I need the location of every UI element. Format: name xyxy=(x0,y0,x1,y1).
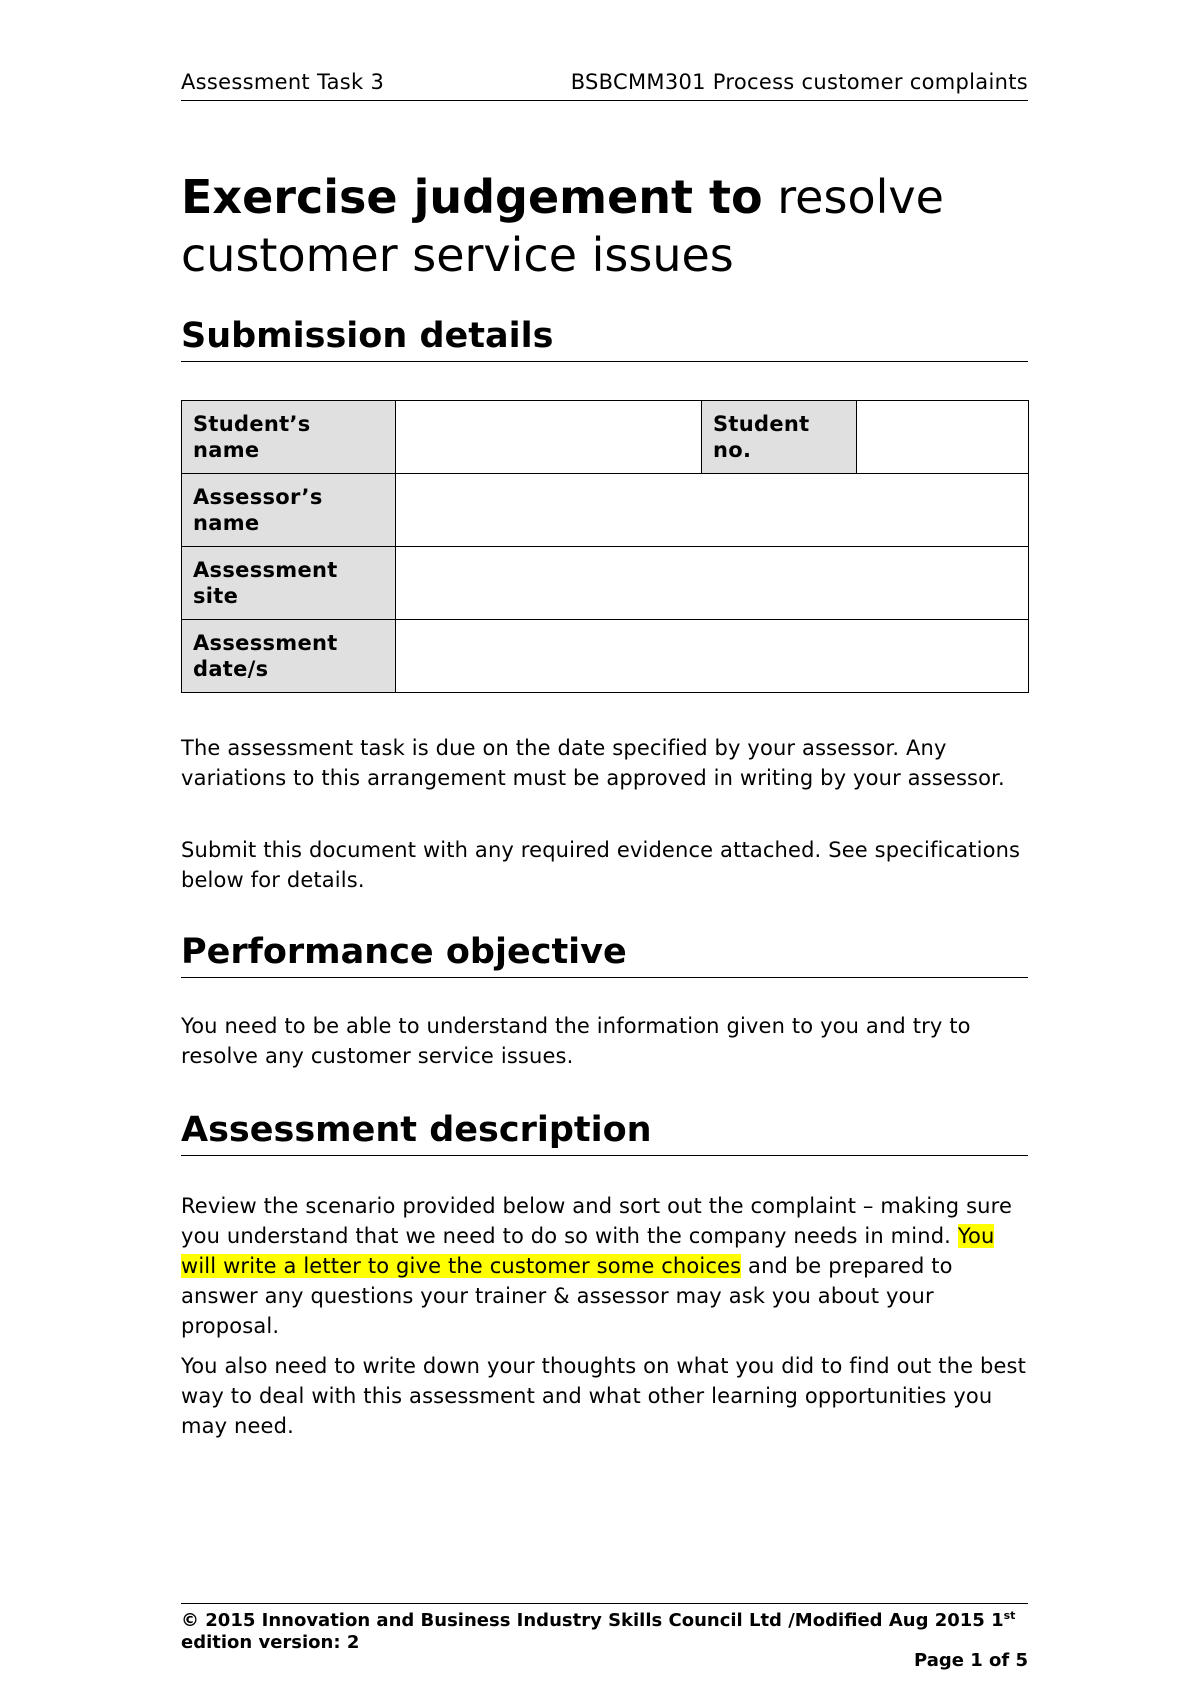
assessment-description-paragraph xyxy=(181,1191,1031,1341)
table-row xyxy=(182,401,1029,474)
assessment-dates-label: Assessment date/s xyxy=(182,620,396,693)
assessor-name-field[interactable] xyxy=(396,474,1029,547)
assessment-site-label: Assessment site xyxy=(182,547,396,620)
footer-edition: edition version: 2 xyxy=(181,1632,360,1653)
header-task-label: Assessment Task 3 xyxy=(181,70,385,94)
page-title xyxy=(181,168,1041,284)
assessment-site-field[interactable] xyxy=(396,547,1029,620)
description-text-end: and be prepared to answer any questions your trainer & assessor may ask you about your proposal. xyxy=(181,1254,953,1338)
assessment-dates-field[interactable] xyxy=(396,620,1029,693)
description-text-start: Review the scenario provided below and sort out the complaint – making sure you understand that we need to do so with the company needs in mind. xyxy=(181,1194,1013,1248)
table-row xyxy=(182,547,1029,620)
student-no-field[interactable] xyxy=(857,401,1029,474)
student-name-label: Student’s name xyxy=(182,401,396,474)
footer-ordinal-suffix: st xyxy=(1003,1609,1016,1622)
submit-paragraph: Submit this document with any required evidence attached. See specifications below for details. xyxy=(181,838,1021,892)
footer-copyright xyxy=(181,1603,1028,1654)
due-date-paragraph: The assessment task is due on the date specified by your assessor. Any variations to this arrangement must be approved in writing by your assessor. xyxy=(181,736,1005,790)
performance-objective-heading: Performance objective xyxy=(181,930,1028,978)
submission-details-table xyxy=(181,400,1029,693)
highlighted-instruction: You will write a letter to give the customer some choices xyxy=(181,1224,995,1278)
page-title-bold: Exercise judgement to xyxy=(181,170,763,224)
assessor-name-label: Assessor’s name xyxy=(182,474,396,547)
page-number: Page 1 of 5 xyxy=(914,1650,1028,1671)
performance-objective-paragraph: You need to be able to understand the information given to you and try to resolve any customer service issues. xyxy=(181,1014,971,1068)
table-row xyxy=(182,474,1029,547)
reflection-paragraph: You also need to write down your thoughts on what you did to find out the best way to deal with this assessment and what other learning opportunities you may need. xyxy=(181,1354,1027,1438)
table-row xyxy=(182,620,1029,693)
running-header xyxy=(181,68,1028,101)
header-unit-title: BSBCMM301 Process customer complaints xyxy=(570,70,1028,94)
page-title-regular: resolve customer service issues xyxy=(181,170,944,282)
submission-details-heading: Submission details xyxy=(181,314,1028,362)
assessment-description-heading: Assessment description xyxy=(181,1108,1028,1156)
student-name-field[interactable] xyxy=(396,401,702,474)
footer-copyright-text: © 2015 Innovation and Business Industry Skills Council Ltd /Modified Aug 2015 1 xyxy=(181,1610,1004,1631)
student-no-label: Student no. xyxy=(702,401,857,474)
